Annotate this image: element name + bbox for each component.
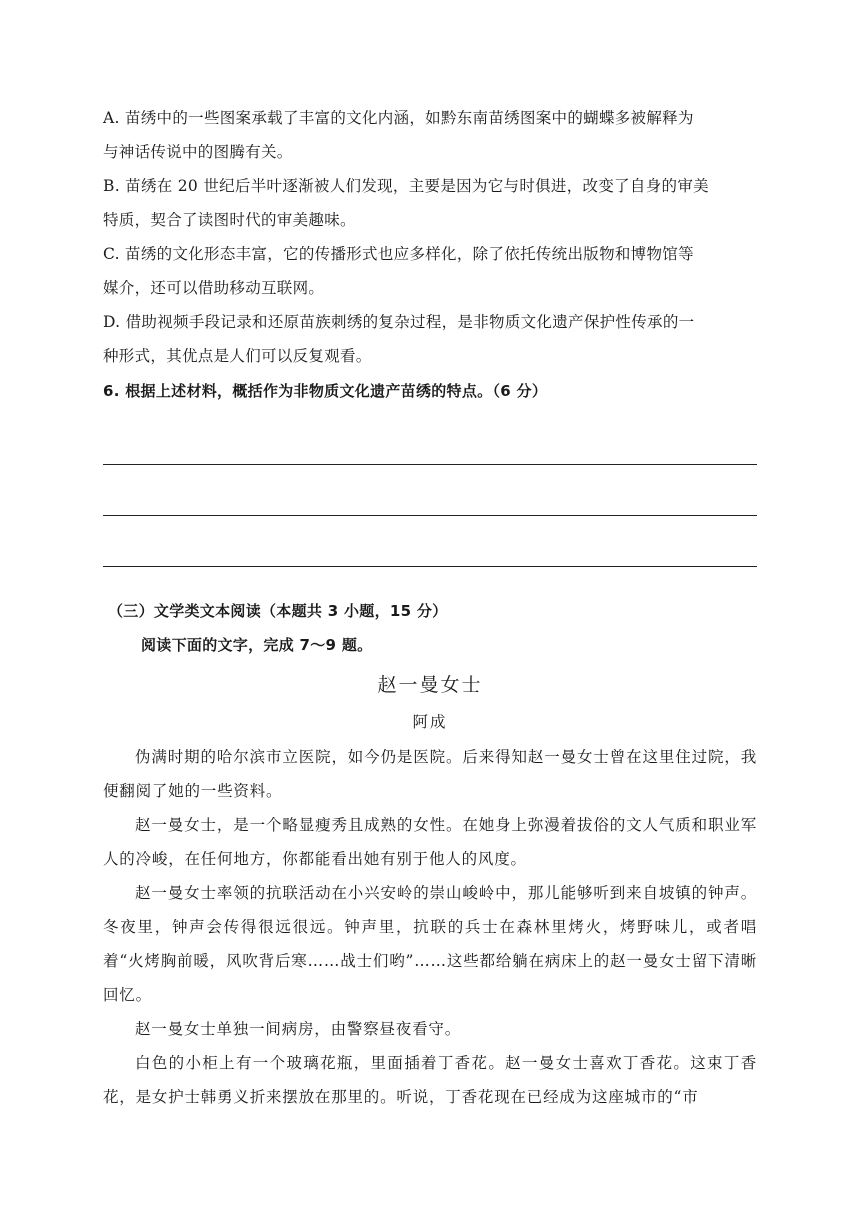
- section-heading: （三）文学类文本阅读（本题共 3 小题，15 分）: [108, 602, 448, 620]
- answer-line-3: [103, 566, 757, 567]
- option-a-line1: A. 苗绣中的一些图案承载了丰富的文化内涵，如黔东南苗绣图案中的蝴蝶多被解释为: [103, 109, 694, 127]
- option-c-line1: C. 苗绣的文化形态丰富，它的传播形式也应多样化，除了依托传统出版物和博物馆等: [103, 245, 694, 263]
- reading-instruction: 阅读下面的文字，完成 7～9 题。: [141, 636, 373, 654]
- option-a-line2: 与神话传说中的图腾有关。: [103, 143, 293, 161]
- option-c-line2: 媒介，还可以借助移动互联网。: [103, 279, 325, 297]
- option-d-line2: 种形式，其优点是人们可以反复观看。: [103, 347, 372, 365]
- question-6: 6. 根据上述材料，概括作为非物质文化遗产苗绣的特点。（6 分）: [103, 382, 548, 400]
- option-b-line2: 特质，契合了读图时代的审美趣味。: [103, 211, 356, 229]
- story-author: 阿成: [412, 713, 448, 731]
- story-title: 赵一曼女士: [377, 674, 483, 696]
- story-paragraph-5: 白色的小柜上有一个玻璃花瓶，里面插着丁香花。赵一曼女士喜欢丁香花。这束丁香花，是女护士韩勇义折来摆放在那里的。听说，丁香花现在已经成为这座城市的“市: [103, 1054, 757, 1106]
- option-d-line1: D. 借助视频手段记录和还原苗族刺绣的复杂过程，是非物质文化遗产保护性传承的一: [103, 313, 695, 331]
- story-paragraph-1: 伪满时期的哈尔滨市立医院，如今仍是医院。后来得知赵一曼女士曾在这里住过院，我便翻阅了她的一些资料。: [103, 748, 757, 800]
- story-paragraph-4: 赵一曼女士单独一间病房，由警察昼夜看守。: [135, 1020, 462, 1038]
- story-paragraph-2: 赵一曼女士，是一个略显瘦秀且成熟的女性。在她身上弥漫着拔俗的文人气质和职业军人的冷峻，在任何地方，你都能看出她有别于他人的风度。: [103, 816, 757, 868]
- option-b-line1: B. 苗绣在 20 世纪后半叶逐渐被人们发现，主要是因为它与时俱进，改变了自身的审美: [103, 177, 709, 195]
- story-paragraph-3: 赵一曼女士率领的抗联活动在小兴安岭的崇山峻岭中，那儿能够听到来自坡镇的钟声。冬夜里，钟声会传得很远很远。钟声里，抗联的兵士在森林里烤火，烤野味儿，或者唱着“火烤胸前暖，风吹背后寒……战士们哟”……这些都给躺在病床上的赵一曼女士留下清晰回忆。: [103, 884, 757, 1004]
- answer-line-2: [103, 515, 757, 516]
- answer-line-1: [103, 464, 757, 465]
